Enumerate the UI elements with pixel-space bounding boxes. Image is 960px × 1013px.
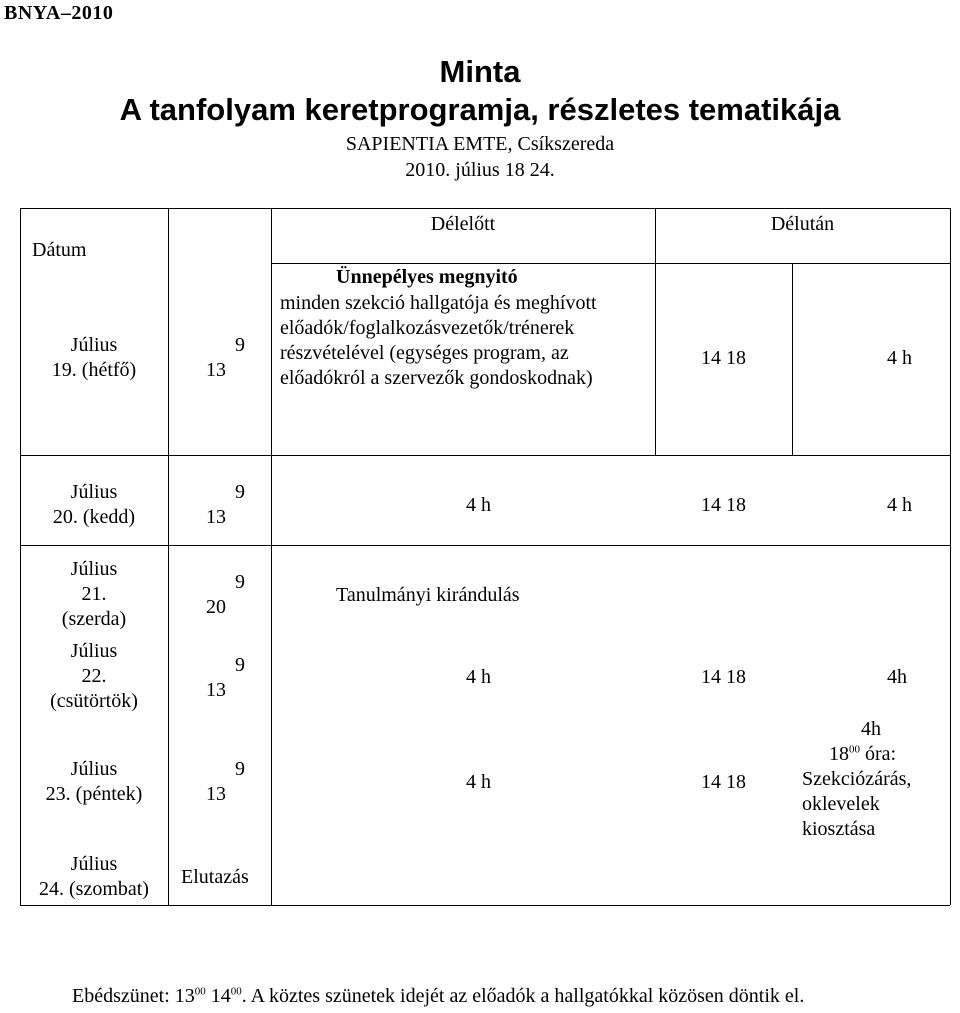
time-start: 9 (235, 571, 245, 593)
document-header-tag: BNYA–2010 (4, 2, 114, 24)
day-date: 20. (kedd) (52, 506, 136, 528)
time-end: 20 (206, 596, 226, 618)
title-minta: Minta (439, 54, 521, 89)
day-month: Július (70, 640, 118, 662)
time-end: 13 (206, 679, 226, 701)
study-trip-event: Tanulmányi kirándulás (336, 584, 520, 606)
morning-hours: 4 h (466, 494, 491, 516)
morning-hours: 4 h (466, 771, 491, 793)
column-divider (792, 263, 793, 456)
afternoon-hours: 4h (887, 666, 907, 688)
time-start: 9 (235, 334, 245, 356)
time-start: 9 (235, 654, 245, 676)
day-weekday: (szerda) (61, 608, 127, 630)
column-header-afternoon: Délután (770, 213, 835, 235)
table-right-border (950, 208, 951, 905)
institution-subtitle: SAPIENTIA EMTE, Csíkszereda (345, 133, 615, 155)
closing-line-3: kiosztása (802, 818, 876, 840)
day-month: Július (70, 334, 118, 356)
column-divider (271, 208, 272, 905)
row-divider (20, 545, 950, 546)
time-end: 13 (206, 506, 226, 528)
lunch-break-note: Ebédszünet: $13^{00}$ $14^{00}$. A köztes szünetek idejét az előadók a hallgatókkal közösen döntik el. (72, 985, 805, 1007)
column-divider (655, 208, 656, 456)
afternoon-time: 14 18 (701, 347, 746, 369)
column-header-morning: Délelőtt (430, 213, 496, 235)
day-weekday: (csütörtök) (50, 690, 138, 712)
time-end: 13 (206, 783, 226, 805)
row-divider (20, 455, 950, 456)
opening-ceremony-title: Ünnepélyes megnyitó (336, 266, 518, 288)
day-date: 21. (81, 583, 107, 605)
page-title: A tanfolyam keretprogramja, részletes tematikája (119, 92, 841, 127)
closing-line-2: oklevelek (802, 793, 880, 815)
day-date: 23. (péntek) (45, 783, 143, 805)
table-bottom-border (20, 905, 950, 906)
table-top-border (20, 208, 950, 209)
time-start: 9 (235, 481, 245, 503)
header-bottom-border (271, 263, 950, 264)
day-month: Július (70, 481, 118, 503)
afternoon-hours: 4 h (887, 494, 912, 516)
afternoon-time: 14 18 (701, 494, 746, 516)
departure-event: Elutazás (181, 866, 249, 888)
column-header-date: Dátum (32, 239, 87, 261)
time-start: 9 (235, 758, 245, 780)
column-divider (168, 208, 169, 905)
opening-ceremony-description: minden szekció hallgatója és meghívott előadók/foglalkozásvezetők/trénerek részvételével (egységes program, az előadókról a szervezők gondoskodnak) (280, 292, 597, 389)
morning-hours: 4 h (466, 666, 491, 688)
afternoon-hours: 4h (861, 718, 881, 740)
day-date: 19. (hétfő) (51, 359, 137, 381)
closing-time: $18^{00}$ óra: (829, 743, 897, 765)
day-month: Július (70, 758, 118, 780)
day-month: Július (70, 853, 118, 875)
day-date: 22. (81, 665, 107, 687)
afternoon-time: 14 18 (701, 666, 746, 688)
afternoon-hours: 4 h (887, 347, 912, 369)
time-end: 13 (206, 359, 226, 381)
date-range-subtitle: 2010. július 18 24. (405, 159, 555, 181)
day-month: Július (70, 558, 118, 580)
day-date: 24. (szombat) (39, 878, 149, 900)
afternoon-time: 14 18 (701, 771, 746, 793)
closing-line-1: Szekciózárás, (802, 768, 912, 790)
